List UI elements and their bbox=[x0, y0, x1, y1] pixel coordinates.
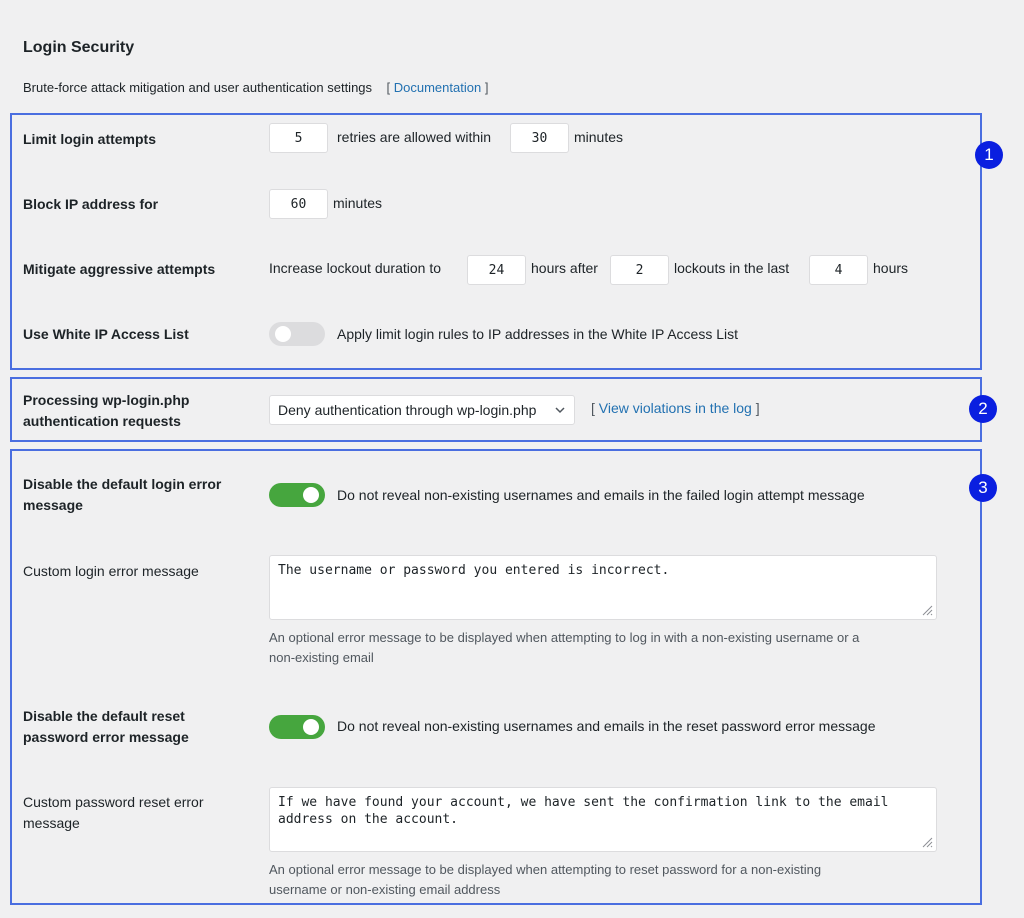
hours-text: hours bbox=[873, 260, 909, 276]
documentation-link[interactable]: Documentation bbox=[393, 80, 482, 95]
subtitle-text: Brute-force attack mitigation and user authentication settings bbox=[23, 80, 373, 95]
disable-reset-error-line1: Disable the default reset bbox=[23, 708, 185, 724]
custom-login-error-textarea[interactable] bbox=[269, 555, 937, 620]
white-ip-toggle-text: Apply limit login rules to IP addresses in the White IP Access List bbox=[337, 326, 739, 342]
increase-lockout-text: Increase lockout duration to bbox=[269, 260, 441, 276]
page-title: Login Security bbox=[23, 39, 135, 56]
toggle-knob bbox=[275, 326, 291, 342]
toggle-knob bbox=[303, 719, 319, 735]
disable-reset-error-line2: password error message bbox=[23, 729, 189, 745]
wp-login-label bbox=[23, 390, 189, 432]
wp-login-select-value: Deny authentication through wp-login.php bbox=[278, 402, 537, 418]
custom-reset-error-line2: message bbox=[23, 815, 80, 831]
custom-login-error-help bbox=[269, 628, 949, 668]
disable-login-error-toggle[interactable] bbox=[269, 483, 325, 507]
section-3-badge: 3 bbox=[969, 474, 997, 502]
block-ip-label: Block IP address for bbox=[23, 196, 159, 212]
retries-text: retries are allowed within bbox=[337, 129, 492, 145]
disable-login-error-text: Do not reveal non-existing usernames and emails in the failed login attempt message bbox=[337, 487, 865, 503]
custom-reset-error-help bbox=[269, 860, 949, 900]
disable-reset-error-toggle[interactable] bbox=[269, 715, 325, 739]
disable-login-error-line2: message bbox=[23, 497, 83, 513]
disable-reset-error-label bbox=[23, 706, 189, 748]
disable-login-error-line1: Disable the default login error bbox=[23, 476, 222, 492]
lockout-hours-input[interactable] bbox=[467, 255, 526, 285]
resize-grip-icon[interactable] bbox=[921, 836, 933, 848]
lockouts-last-text: lockouts in the last bbox=[674, 260, 790, 276]
within-minutes-input[interactable] bbox=[510, 123, 569, 153]
block-ip-minutes-text: minutes bbox=[333, 195, 383, 211]
wp-login-select[interactable] bbox=[269, 395, 575, 425]
log-link-wrap bbox=[591, 400, 760, 416]
last-hours-input[interactable] bbox=[809, 255, 868, 285]
custom-reset-help-line2: username or non-existing email address bbox=[269, 882, 501, 897]
custom-login-help-line1: An optional error message to be displayed when attempting to log in with a non-existing username or a bbox=[269, 630, 860, 645]
custom-login-error-label: Custom login error message bbox=[23, 563, 199, 579]
within-minutes-text: minutes bbox=[574, 129, 624, 145]
chevron-down-icon bbox=[554, 401, 566, 422]
limit-login-label: Limit login attempts bbox=[23, 131, 156, 147]
custom-reset-error-line1: Custom password reset error bbox=[23, 794, 204, 810]
log-bracket-close: ] bbox=[755, 400, 760, 416]
view-violations-link[interactable]: View violations in the log bbox=[598, 400, 752, 416]
mitigate-label: Mitigate aggressive attempts bbox=[23, 261, 216, 277]
bracket-close: ] bbox=[484, 80, 489, 95]
white-ip-toggle[interactable] bbox=[269, 322, 325, 346]
log-bracket-open: [ bbox=[591, 400, 595, 416]
wp-login-label-line2: authentication requests bbox=[23, 413, 181, 429]
lockouts-count-input[interactable] bbox=[610, 255, 669, 285]
custom-login-help-line2: non-existing email bbox=[269, 650, 374, 665]
resize-grip-icon[interactable] bbox=[921, 604, 933, 616]
toggle-knob bbox=[303, 487, 319, 503]
white-ip-label: Use White IP Access List bbox=[23, 326, 189, 342]
bracket-open: [ bbox=[386, 80, 391, 95]
hours-after-text: hours after bbox=[531, 260, 598, 276]
retries-input[interactable] bbox=[269, 123, 328, 153]
block-ip-minutes-input[interactable] bbox=[269, 189, 328, 219]
custom-reset-error-label bbox=[23, 792, 204, 834]
section-1-badge: 1 bbox=[975, 141, 1003, 169]
disable-reset-error-text: Do not reveal non-existing usernames and emails in the reset password error message bbox=[337, 718, 876, 734]
section-2-badge: 2 bbox=[969, 395, 997, 423]
page-subtitle bbox=[23, 80, 488, 95]
disable-login-error-label bbox=[23, 474, 221, 516]
custom-reset-help-line1: An optional error message to be displayed when attempting to reset password for a non-existing bbox=[269, 862, 822, 877]
wp-login-label-line1: Processing wp-login.php bbox=[23, 392, 190, 408]
custom-reset-error-textarea[interactable] bbox=[269, 787, 937, 852]
